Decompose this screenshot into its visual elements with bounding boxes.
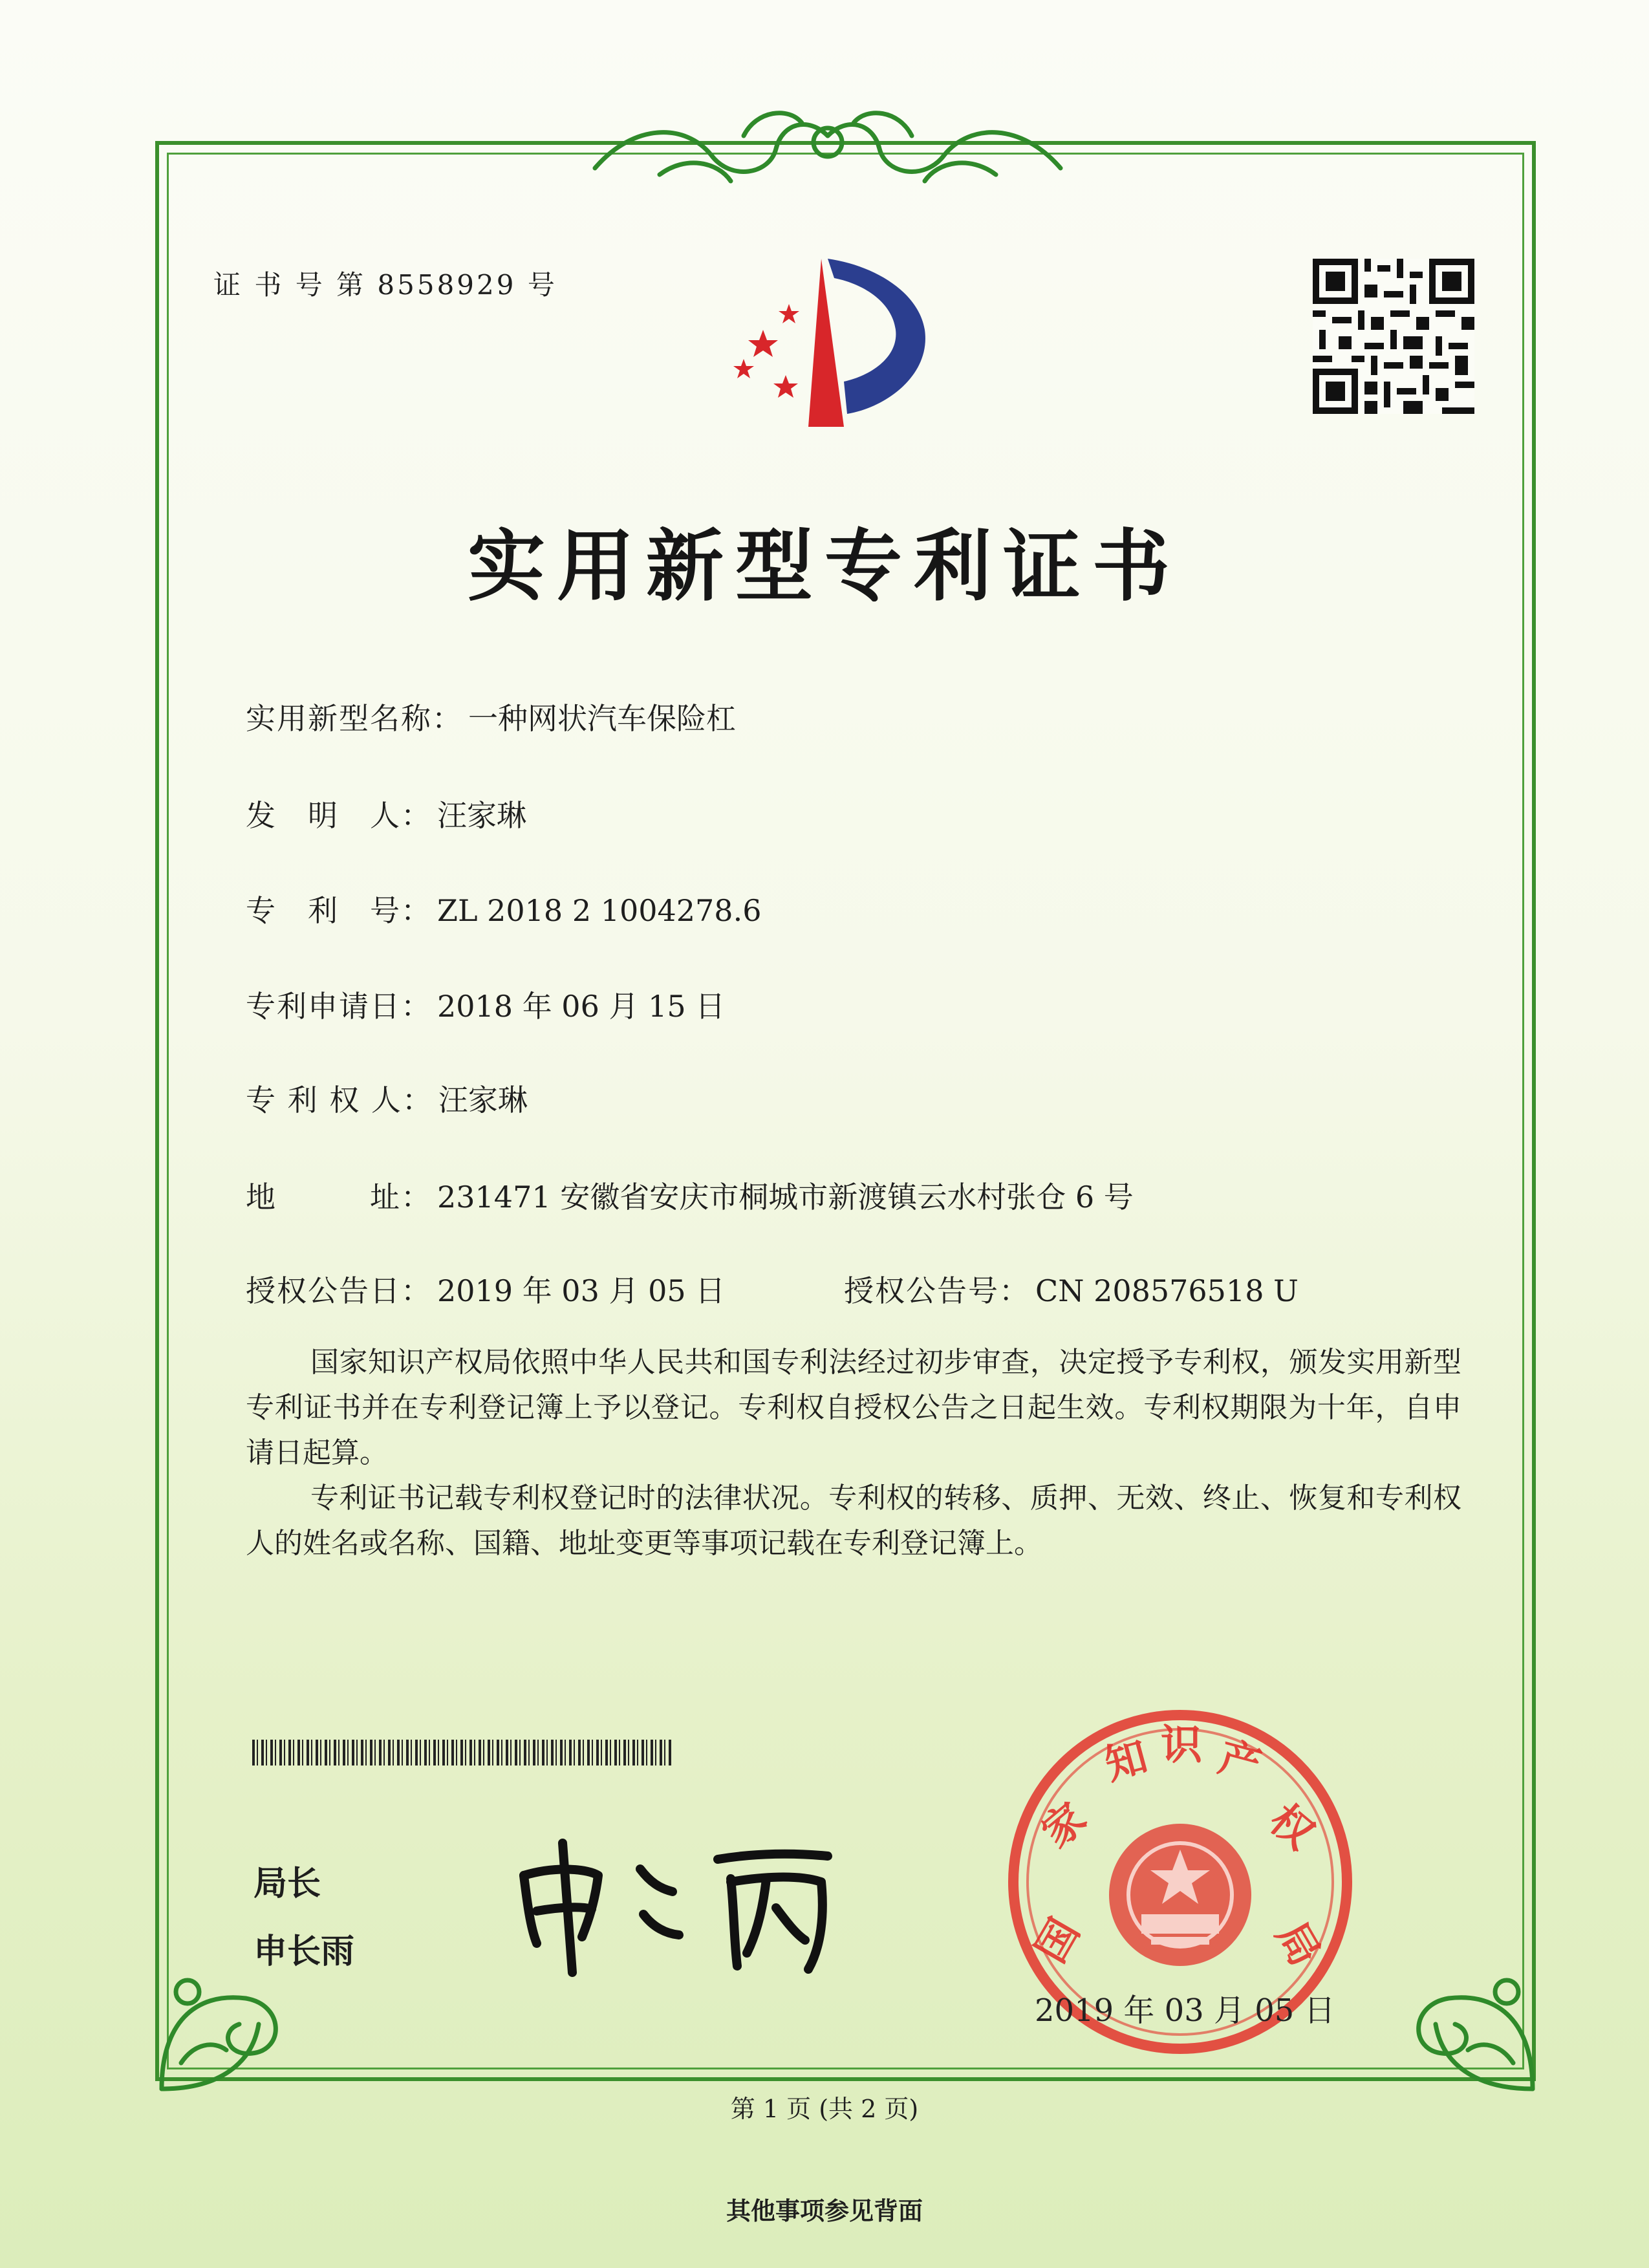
svg-text:识: 识 xyxy=(1161,1722,1202,1769)
grant-date-label: 授权公告日： xyxy=(246,1273,432,1308)
patentee-label: 专 利 权 人： xyxy=(246,1083,433,1118)
svg-text:知: 知 xyxy=(1100,1733,1153,1790)
certificate-title: 实用新型专利证书 xyxy=(468,522,1181,612)
grant-date-value: 2019 年 03 月 05 日 xyxy=(437,1273,726,1308)
director-name: 申长雨 xyxy=(253,1932,355,1971)
field-inventor xyxy=(246,792,526,835)
patent-number-value: ZL 2018 2 1004278.6 xyxy=(437,893,762,928)
svg-text:产: 产 xyxy=(1213,1733,1266,1791)
qr-code xyxy=(1313,259,1474,414)
field-patent-number xyxy=(246,887,761,930)
inventor-label: 发 明 人： xyxy=(246,798,432,833)
barcode xyxy=(252,1740,673,1766)
inventor-value: 汪家琳 xyxy=(437,798,526,833)
bottom-right-ornament xyxy=(1358,1914,1552,2108)
certificate-number xyxy=(213,264,557,303)
grant-number-label: 授权公告号： xyxy=(844,1273,1030,1308)
field-filing-date xyxy=(246,983,725,1026)
patentee-value: 汪家琳 xyxy=(438,1083,528,1118)
svg-text:局: 局 xyxy=(1266,1914,1329,1974)
address-value: 231471 安徽省安庆市桐城市新渡镇云水村张仓 6 号 xyxy=(437,1180,1134,1215)
cert-number-value: 8558929 xyxy=(377,269,517,301)
cert-number-suffix: 号 xyxy=(527,269,557,301)
model-name-label: 实用新型名称： xyxy=(246,701,463,736)
field-model-name xyxy=(246,695,736,738)
filing-date-value: 2018 年 06 月 15 日 xyxy=(437,989,726,1024)
patent-number-label: 专 利 号： xyxy=(246,893,432,928)
model-name-value: 一种网状汽车保险杠 xyxy=(468,701,736,736)
field-address xyxy=(246,1174,1134,1216)
svg-text:家: 家 xyxy=(1033,1794,1096,1857)
seal-date: 2019 年 03 月 05 日 xyxy=(1035,1993,1335,2029)
address-label: 地 址： xyxy=(246,1180,432,1215)
field-grant-date xyxy=(246,1268,725,1310)
body-paragraph-1: 国家知识产权局依照中华人民共和国专利法经过初步审查，决定授予专利权，颁发实用新型专利证书并在专利登记簿上予以登记。专利权自授权公告之日起生效。专利权期限为十年，自申请日起算。 xyxy=(246,1346,1461,1469)
grant-number-value: CN 208576518 U xyxy=(1035,1273,1299,1308)
filing-date-label: 专利申请日： xyxy=(246,989,432,1024)
field-grant-number xyxy=(844,1268,1299,1310)
svg-text:国: 国 xyxy=(1027,1910,1090,1971)
top-ornament xyxy=(582,97,1073,194)
svg-text:权: 权 xyxy=(1260,1795,1323,1859)
cert-number-label: 证 书 号 第 xyxy=(213,269,367,301)
field-patentee xyxy=(246,1077,528,1119)
footer-note: 其他事项参见背面 xyxy=(726,2196,923,2225)
director-signature xyxy=(511,1830,847,1979)
director-title: 局长 xyxy=(253,1864,321,1903)
body-paragraph-2: 专利证书记载专利权登记时的法律状况。专利权的转移、质押、无效、终止、恢复和专利权人的姓名或名称、国籍、地址变更等事项记载在专利登记簿上。 xyxy=(246,1482,1461,1560)
page-indicator: 第 1 页 (共 2 页) xyxy=(730,2095,919,2123)
cnipa-logo xyxy=(724,252,970,440)
